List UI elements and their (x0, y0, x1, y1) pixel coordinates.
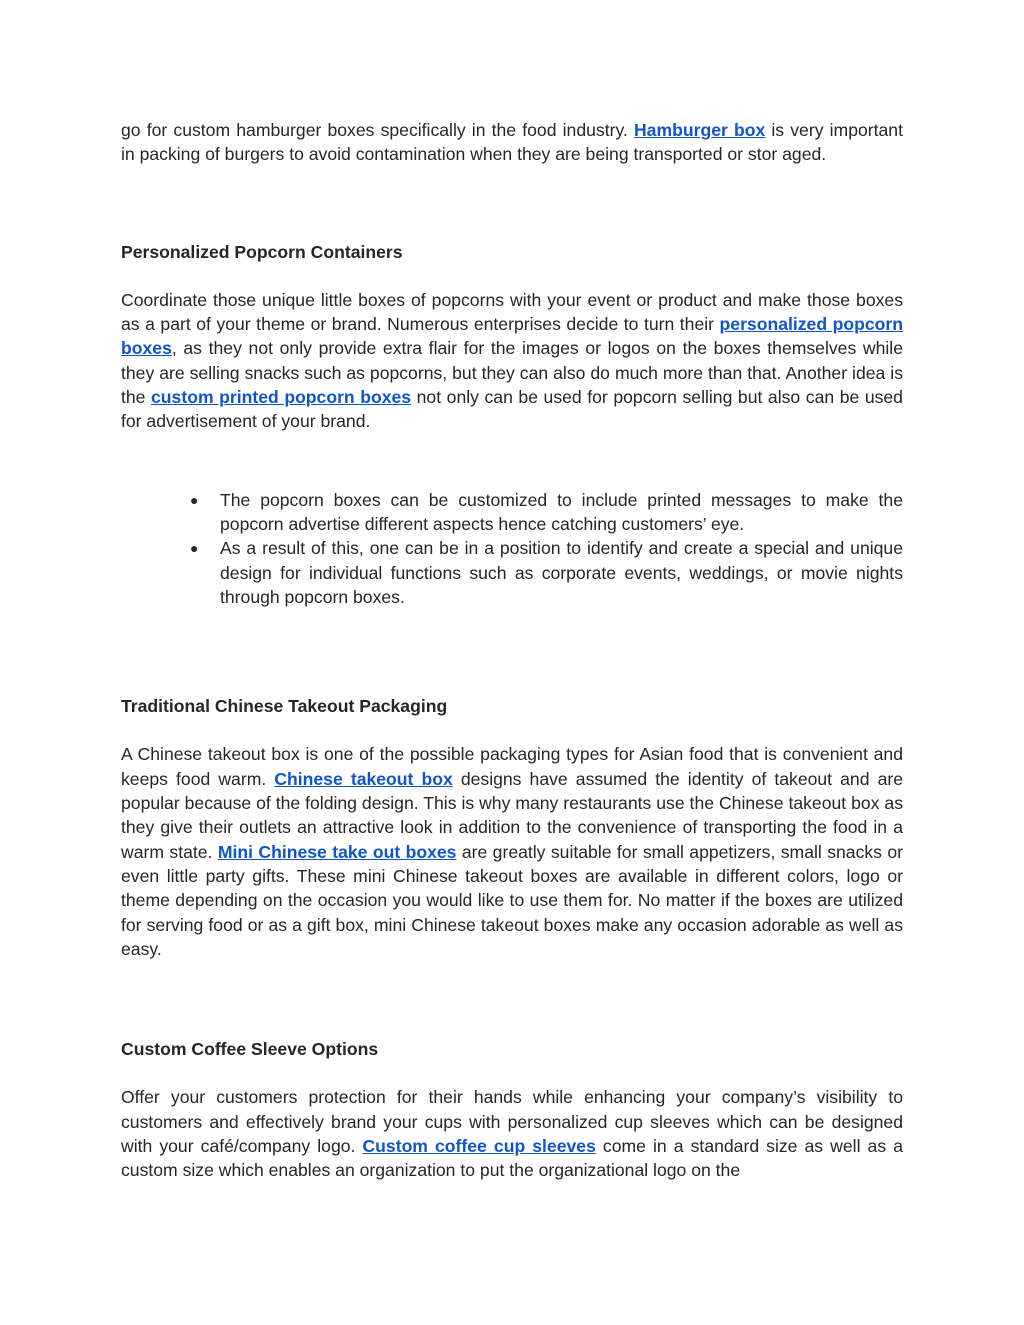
chinese-takeout-box-link[interactable]: Chinese takeout box (274, 768, 453, 789)
popcorn-text-3: not only can be used for popcorn selling but also can be used for advertisement of your brand. (121, 387, 903, 432)
list-item (190, 536, 903, 609)
coffee-text-2: come in a standard size as well as a custom size which enables an organization to put the organizational logo on the (121, 1136, 903, 1181)
bullet-icon: ● (190, 540, 199, 557)
popcorn-text-1: Coordinate those unique little boxes of popcorns with your event or product and make those boxes as a part of your theme or brand. Numerous enterprises decide to turn their (121, 289, 903, 335)
popcorn-paragraph (121, 288, 903, 434)
intro-text-before: go for custom hamburger boxes specifically in the food industry. (121, 120, 634, 140)
chinese-text-3: are greatly suitable for small appetizers, small snacks or even little party gifts. These mini Chinese takeout boxes are available in different colors, logo or theme depending on the occasion you would like to use them for. No matter if the boxes are utilized for serving food or as a gift box, mini Chinese takeout boxes make any occasion adorable as well as easy. (121, 841, 903, 959)
hamburger-box-link[interactable]: Hamburger box (633, 120, 766, 140)
personalized-popcorn-boxes-link[interactable]: personalized popcorn boxes (121, 314, 903, 359)
custom-coffee-cup-sleeves-link[interactable]: Custom coffee cup sleeves (362, 1136, 596, 1157)
list-item-text: The popcorn boxes can be customized to include printed messages to make the popcorn advertise different aspects hence catching customers’ eye. (220, 489, 903, 534)
document-page (121, 118, 903, 1183)
list-item (190, 488, 903, 537)
list-item-text: As a result of this, one can be in a position to identify and create a special and unique design for individual functions such as corporate events, weddings, or movie nights through popcorn boxes. (220, 538, 903, 607)
section-heading-coffee: Custom Coffee Sleeve Options (121, 1039, 379, 1060)
chinese-text-2: designs have assumed the identity of takeout and are popular because of the folding design. This is why many restaurants use the Chinese takeout box as they give their outlets an attractive look in addition to the convenience of transporting the food in a warm state. (121, 768, 903, 862)
section-heading-popcorn: Personalized Popcorn Containers (121, 241, 403, 262)
chinese-paragraph (121, 742, 903, 961)
coffee-text-1: Offer your customers protection for their hands while enhancing your company’s visibility to customers and effectively brand your cups with personalized cup sleeves which can be designed with your café/company logo. (121, 1087, 903, 1157)
popcorn-bullet-list (121, 488, 903, 609)
chinese-text-1: A Chinese takeout box is one of the possible packaging types for Asian food that is convenient and keeps food warm. (121, 744, 903, 789)
bullet-icon: ● (190, 491, 199, 508)
section-heading-chinese: Traditional Chinese Takeout Packaging (121, 696, 448, 717)
intro-paragraph (121, 118, 903, 167)
intro-text-after: is very important in packing of burgers to avoid contamination when they are being transported or stor aged. (121, 120, 903, 165)
popcorn-text-2: , as they not only provide extra flair for the images or logos on the boxes themselves while they are selling snacks such as popcorns, but they can also do much more than that. Another idea is the (121, 338, 903, 408)
mini-chinese-take-out-boxes-link[interactable]: Mini Chinese take out boxes (217, 841, 457, 862)
custom-printed-popcorn-boxes-link[interactable]: custom printed popcorn boxes (151, 387, 412, 408)
coffee-paragraph (121, 1085, 903, 1182)
